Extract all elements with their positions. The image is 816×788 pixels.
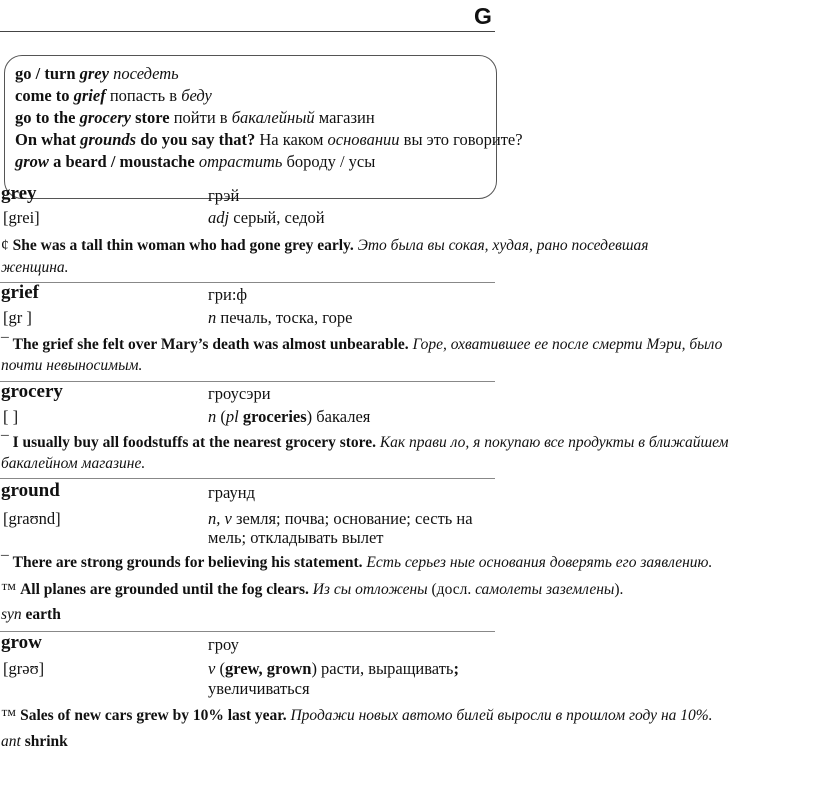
example-line (1, 433, 729, 453)
text-run: ¯ (1, 434, 13, 451)
text-run: All planes are grounded until the fog clears. (20, 581, 309, 598)
definition (208, 509, 473, 529)
text-run: grief (73, 86, 106, 105)
text-run: [gr ] (3, 308, 32, 327)
entry-divider (0, 381, 495, 382)
phrase-line (15, 64, 179, 84)
russian-pronunciation (208, 285, 247, 305)
text-run: увеличиваться (208, 679, 310, 698)
text-run: grow (1, 632, 42, 653)
text-run: pl (225, 407, 239, 426)
headword (1, 481, 60, 501)
text-run: ¯ (1, 336, 13, 353)
phrase-line (15, 130, 523, 150)
example-line (1, 580, 623, 600)
example-line (1, 454, 145, 474)
text-run: grey (1, 183, 37, 204)
text-run: серый, седой (229, 208, 325, 227)
text-run: вы это говорите? (399, 130, 523, 149)
text-run: ¢ (1, 237, 13, 254)
russian-pronunciation (208, 384, 271, 404)
definition (208, 208, 325, 228)
example-line (1, 732, 68, 752)
text-run: a beard / moustache (48, 152, 199, 171)
text-run: самолеты заземлены (475, 581, 615, 598)
text-run: earth (21, 606, 61, 623)
russian-pronunciation (208, 635, 239, 655)
text-run: ant (1, 733, 21, 750)
text-run: поседеть (113, 64, 179, 83)
transcription (3, 659, 44, 679)
text-run: ¯ (1, 554, 13, 571)
text-run: Продажи новых автомо билей выросли в прошлом году на 10%. (286, 707, 713, 724)
transcription (3, 208, 40, 228)
text-run: (досл. (427, 581, 476, 598)
text-run: store (130, 108, 170, 127)
text-run: отрастить (198, 152, 283, 171)
text-run: Sales of new cars grew by 10% last year. (20, 707, 287, 724)
text-run: гри:ф (208, 285, 248, 304)
text-run: grief (1, 282, 39, 303)
text-run: grocery (79, 108, 131, 127)
text-run: adj (208, 208, 230, 227)
definition (208, 659, 459, 679)
text-run: печаль, тоска, горе (216, 308, 353, 327)
text-run: гроу (208, 635, 239, 654)
phrase-line (15, 108, 375, 128)
entry-divider (0, 478, 495, 479)
transcription (3, 407, 18, 427)
text-run: ground (1, 480, 60, 501)
text-run: ; (453, 659, 459, 678)
section-letter: G (474, 3, 492, 29)
transcription (3, 509, 61, 529)
definition (208, 679, 310, 699)
text-run: магазин (314, 108, 375, 127)
example-line (1, 335, 722, 355)
text-run: Из сы отложены (308, 581, 428, 598)
example-line (1, 258, 69, 278)
text-run: ( (215, 659, 225, 678)
text-run: граунд (208, 483, 255, 502)
text-run: Как прави ло, я покупаю все продукты в ближайшем (376, 434, 729, 451)
headword (1, 184, 37, 204)
text-run: ). (614, 581, 624, 598)
text-run: Горе, охватившее ее после смерти Мэри, было (408, 336, 723, 353)
example-line (1, 706, 713, 726)
text-run: [grei] (3, 208, 40, 227)
text-run: Это была вы сокая, худая, рано поседевшая (353, 237, 649, 254)
definition (208, 308, 352, 328)
text-run: гроусэри (208, 384, 271, 403)
text-run: беду (181, 86, 212, 105)
text-run: go / turn (15, 64, 80, 83)
text-run: [grəʊ] (3, 659, 45, 678)
text-run: go to the (15, 108, 80, 127)
text-run: почти невыносимым. (1, 357, 143, 374)
text-run: основании (327, 130, 400, 149)
text-run: grocery (1, 381, 63, 402)
text-run: I usually buy all foodstuffs at the nearest grocery store. (12, 434, 377, 451)
text-run: The grief she felt over Mary’s death was almost unbearable. (12, 336, 409, 353)
text-run: бакалейном магазине. (1, 455, 146, 472)
text-run: n (208, 308, 217, 327)
russian-pronunciation (208, 186, 239, 206)
text-run: [ ] (3, 407, 19, 426)
text-run: grew, grown (224, 659, 312, 678)
phrase-line (15, 152, 375, 172)
definition (208, 528, 384, 548)
text-run: v (208, 659, 216, 678)
text-run: земля; почва; основание; сесть на (231, 509, 473, 528)
phrase-line (15, 86, 212, 106)
definition (208, 407, 370, 427)
text-run: На каком (255, 130, 328, 149)
headword (1, 283, 39, 303)
text-run: бакалейный (231, 108, 315, 127)
text-run: ) бакалея (306, 407, 371, 426)
text-run: попасть в (105, 86, 182, 105)
entry-divider (0, 282, 495, 283)
russian-pronunciation (208, 483, 255, 503)
text-run: shrink (20, 733, 68, 750)
entry-divider (0, 631, 495, 632)
text-run: грэй (208, 186, 240, 205)
text-run: groceries (238, 407, 307, 426)
text-run: Есть серьез ные основания доверять его заявлению. (362, 554, 713, 571)
example-line (1, 356, 142, 376)
example-line (1, 553, 712, 573)
text-run: ( (216, 407, 226, 426)
text-run: grounds (80, 130, 137, 149)
headword (1, 633, 42, 653)
text-run: [graʊnd] (3, 509, 61, 528)
text-run: come to (15, 86, 74, 105)
text-run: мель; откладывать вылет (208, 528, 384, 547)
text-run: женщина. (1, 259, 69, 276)
header-divider (0, 31, 495, 32)
text-run: On what (15, 130, 81, 149)
headword (1, 382, 63, 402)
example-line (1, 236, 648, 256)
text-run: grow (15, 152, 49, 171)
text-run: grey (79, 64, 109, 83)
text-run: syn (1, 606, 22, 623)
text-run: ) расти, выращивать (311, 659, 454, 678)
example-line (1, 605, 61, 625)
text-run: She was a tall thin woman who had gone grey early. (12, 237, 354, 254)
text-run: do you say that? (136, 130, 256, 149)
text-run: бороду / усы (282, 152, 376, 171)
text-run: пойти в (169, 108, 232, 127)
transcription (3, 308, 32, 328)
text-run: ™ (1, 581, 21, 598)
text-run: n, v (208, 509, 232, 528)
text-run: n (208, 407, 217, 426)
text-run: ™ (1, 707, 21, 724)
text-run: There are strong grounds for believing his statement. (12, 554, 363, 571)
